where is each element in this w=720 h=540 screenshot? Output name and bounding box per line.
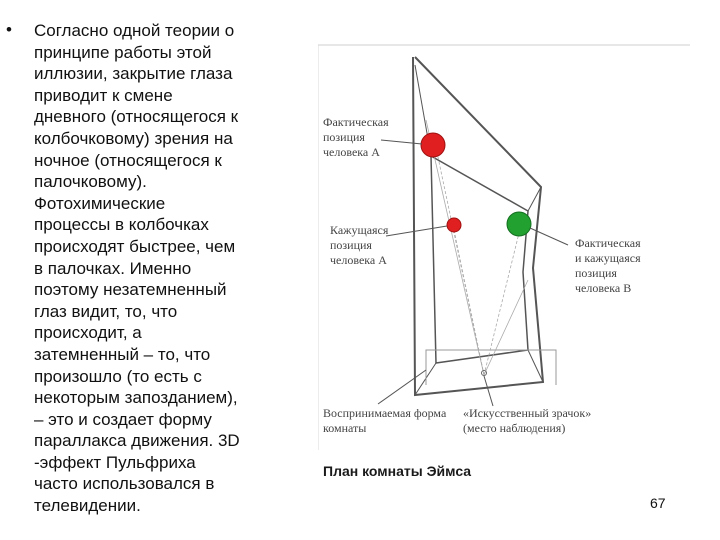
text-line: -эффект Пульфриха: [34, 452, 196, 472]
text-line: поэтому незатемненный: [34, 280, 227, 300]
label-apparent-a: Кажущаяся позиция человека А: [330, 223, 389, 267]
label-actual-b: Фактическая и кажущаяся позиция человека В: [575, 236, 641, 295]
person-a-actual-dot: [421, 133, 445, 157]
label-perceived-room: Воспринимаемая форма комнаты: [323, 406, 447, 435]
text-line: колбочковому) зрения на: [34, 128, 233, 148]
text-line: процессы в колбочках: [34, 215, 209, 235]
text-line: параллакса движения. 3D: [34, 431, 240, 451]
text-line: палочковому).: [34, 172, 147, 192]
leader-line-apparent-a: [386, 226, 447, 236]
leader-line-actual-a: [381, 140, 422, 144]
text-line: часто использовался в: [34, 474, 215, 494]
text-line: Согласно одной теории о: [34, 21, 235, 40]
text-line: некоторым запозданием),: [34, 388, 238, 408]
text-line: затемненный – то, что: [34, 344, 211, 364]
text-line: иллюзии, закрытие глаза: [34, 64, 233, 84]
text-line: происходят быстрее, чем: [34, 236, 236, 256]
text-line: в палочках. Именно: [34, 258, 192, 278]
bullet: •: [6, 20, 12, 39]
text-line: принципе работы этой: [34, 42, 212, 62]
text-line: глаз видит, то, что: [34, 301, 178, 321]
ames-room-diagram: [318, 40, 690, 480]
diagram-svg: [318, 40, 690, 480]
room-inner-outline: [431, 156, 528, 363]
text-line: – это и создает форму: [34, 409, 212, 429]
text-line: телевидении.: [34, 496, 141, 516]
text-line: приводит к смене: [34, 85, 173, 105]
leader-line-peephole: [484, 376, 493, 406]
label-actual-a: Фактическая позиция человека А: [323, 115, 389, 159]
text-line: произошло (то есть с: [34, 366, 202, 386]
text-line: дневного (относящегося к: [34, 107, 239, 127]
text-line: происходит, а: [34, 323, 142, 343]
body-text: [34, 20, 274, 517]
text-line: ночное (относящегося к: [34, 150, 222, 170]
text-line: Фотохимические: [34, 193, 166, 213]
label-peephole: «Искусственный зрачок» (место наблюдения): [463, 406, 592, 435]
leader-line-perceived: [378, 370, 426, 404]
page-number: 67: [650, 495, 666, 511]
person-a-apparent-dot: [447, 218, 461, 232]
person-b-dot: [507, 212, 531, 236]
sight-line: [453, 225, 484, 375]
sight-line: [484, 280, 528, 375]
diagram-caption: План комнаты Эймса: [323, 463, 472, 479]
